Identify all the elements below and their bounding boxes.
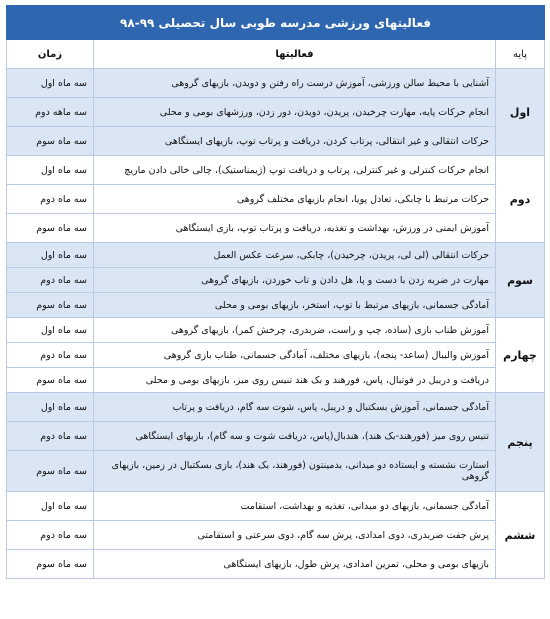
activity-cell: تنیس روی میز (فورهند-بک هند)، هندبال(پاس، دریافت شوت و سه گام)، بازیهای ایستگاهی (94, 422, 496, 451)
grade-cell: سوم (496, 243, 545, 318)
grade-cell: چهارم (496, 318, 545, 393)
activities-table (6, 5, 545, 579)
time-cell: سه ماه سوم (7, 293, 94, 318)
table-row (7, 185, 545, 214)
time-cell: سه ماه سوم (7, 368, 94, 393)
activity-cell: استارت نشسته و ایستاده دو میدانی، بدمینتون (فورهند، بک هند)، بازی بسکتبال در زمین، بازیهای گروهی (94, 451, 496, 492)
header-grade: پایه (496, 40, 545, 69)
grade-cell: ششم (496, 492, 545, 579)
table-row (7, 98, 545, 127)
activity-cell: آشنایی با محیط سالن ورزشی، آموزش درست راه رفتن و دویدن، بازیهای گروهی (94, 69, 496, 98)
time-cell: سه ماه اول (7, 156, 94, 185)
table-row (7, 422, 545, 451)
table-row (7, 127, 545, 156)
table-row (7, 451, 545, 492)
activity-cell: آموزش ایمنی در ورزش، بهداشت و تغذیه، دریافت و پرتاب توپ، بازی ایستگاهی (94, 214, 496, 243)
table-row (7, 521, 545, 550)
activity-cell: آمادگی جسمانی، بازیهای مرتبط با توپ، استخر، بازیهای بومی و محلی (94, 293, 496, 318)
grade-cell: دوم (496, 156, 545, 243)
time-cell: سه ماه دوم (7, 422, 94, 451)
time-cell: سه ماه سوم (7, 127, 94, 156)
table-row (7, 268, 545, 293)
table-row (7, 492, 545, 521)
header-time: زمان (7, 40, 94, 69)
activity-cell: آموزش طناب بازی (ساده، چپ و راست، ضربدری، چرخش کمر)، بازیهای گروهی (94, 318, 496, 343)
activities-table-container (6, 5, 544, 609)
time-cell: سه ماه اول (7, 318, 94, 343)
table-row (7, 156, 545, 185)
time-cell: سه ماه اول (7, 492, 94, 521)
table-row (7, 550, 545, 579)
time-cell: سه ماه اول (7, 393, 94, 422)
time-cell: سه ماه اول (7, 243, 94, 268)
table-row (7, 343, 545, 368)
time-cell: سه ماه سوم (7, 214, 94, 243)
table-row (7, 318, 545, 343)
title-row (7, 6, 545, 40)
activity-cell: پرش جفت ضربدری، دوی امدادی، پرش سه گام، دوی سرعتی و استقامتی (94, 521, 496, 550)
time-cell: سه ماه سوم (7, 451, 94, 492)
table-row (7, 243, 545, 268)
activity-cell: آمادگی جسمانی، آموزش بسکتبال و دریبل، پاس، شوت سه گام، دریافت و پرتاب (94, 393, 496, 422)
activity-cell: حرکات انتقالی و غیر انتقالی، پرتاب کردن، دریافت و پرتاب توپ، بازیهای ایستگاهی (94, 127, 496, 156)
header-activities: فعالیتها (94, 40, 496, 69)
table-row (7, 393, 545, 422)
activity-cell: انجام حرکات کنترلی و غیر کنترلی، پرتاب و دریافت توپ (ژیمناستیک)، چالی خالی دادن ماریچ (94, 156, 496, 185)
table-row (7, 293, 545, 318)
time-cell: سه ماه دوم (7, 343, 94, 368)
activity-cell: آمادگی جسمانی، بازیهای دو میدانی، تغذیه و بهداشت، استقامت (94, 492, 496, 521)
activity-cell: حرکات انتقالی (لی لی، پریدن، چرخیدن)، چابکی، سرعت عکس العمل (94, 243, 496, 268)
activity-cell: دریافت و دریبل در فوتبال، پاس، فورهند و بک هند تنیس روی میز، بازیهای بومی و محلی (94, 368, 496, 393)
table-row (7, 69, 545, 98)
activity-cell: آموزش والیبال (ساعد- پنجه)، بازیهای مختلف، آمادگی جسمانی، طناب بازی گروهی (94, 343, 496, 368)
table-row (7, 214, 545, 243)
grade-cell: اول (496, 69, 545, 156)
time-cell: سه ماه اول (7, 69, 94, 98)
activity-cell: حرکات مرتبط با چابکی، تعادل پویا، انجام بازیهای مختلف گروهی (94, 185, 496, 214)
activity-cell: مهارت در ضربه زدن با دست و پا، هل دادن و تاب خوردن، بازیهای گروهی (94, 268, 496, 293)
time-cell: سه ماه دوم (7, 521, 94, 550)
time-cell: سه ماه سوم (7, 550, 94, 579)
time-cell: سه ماهه دوم (7, 98, 94, 127)
time-cell: سه ماه دوم (7, 268, 94, 293)
header-row (7, 40, 545, 69)
activity-cell: بازیهای بومی و محلی، تمرین امدادی، پرش طول، بازیهای ایستگاهی (94, 550, 496, 579)
time-cell: سه ماه دوم (7, 185, 94, 214)
activity-cell: انجام حرکات پایه، مهارت چرخیدن، پریدن، دویدن، دور زدن، ورزشهای بومی و محلی (94, 98, 496, 127)
table-title: فعالیتهای ورزشی مدرسه طوبی سال تحصیلی ۹۹-۹۸ (7, 6, 545, 40)
table-row (7, 368, 545, 393)
table-body (7, 69, 545, 579)
grade-cell: پنجم (496, 393, 545, 492)
